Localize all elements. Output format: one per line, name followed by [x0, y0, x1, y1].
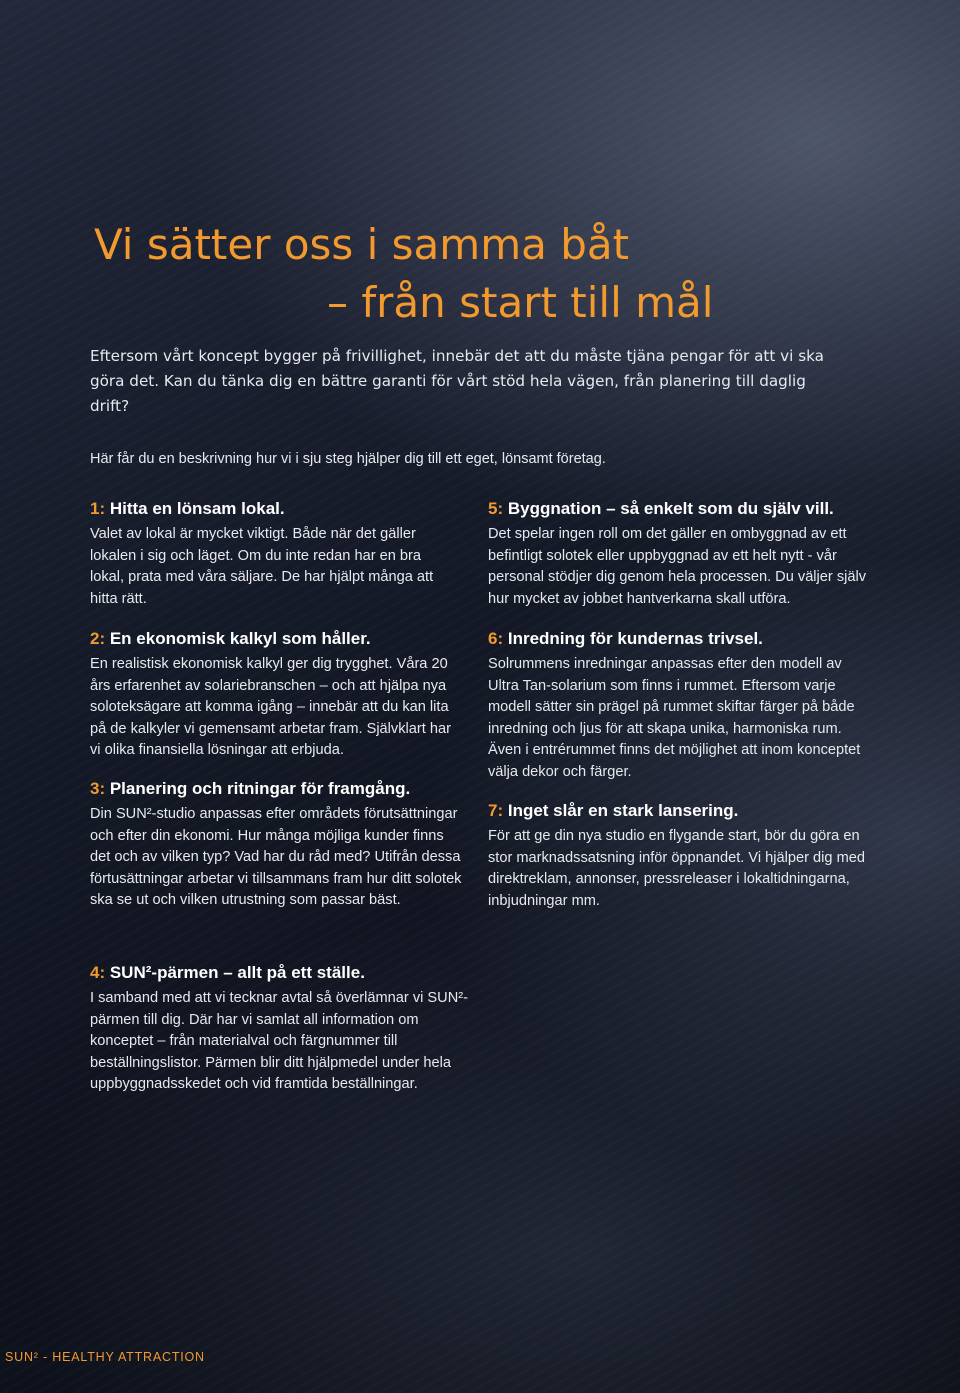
step-6-heading [488, 628, 873, 650]
step-5-text: Det spelar ingen roll om det gäller en ombyggnad av ett befintligt solotek eller uppbyggnad av ett helt nytt - vår personal stödjer dig genom hela processen. Du väljer själv hur mycket av jobbet hantverkarna skall utföra. [488, 526, 867, 607]
step-7-heading [488, 800, 873, 822]
title-line-2: – från start till mål [327, 278, 714, 327]
step-2 [90, 628, 465, 762]
step-6-text: Solrummens inredningar anpassas efter den modell av Ultra Tan-solarium som finns i rummet. Eftersom varje modell sätter sin prägel på rummet skiftar färger på både inredning och ljus för att skapa unika, harmoniska rum. Även i entrérummet finns det möjlighet att inom konceptet välja dekor och färger. [488, 656, 861, 780]
intro-paragraph: Eftersom vårt koncept bygger på frivillighet, innebär det att du måste tjäna pengar för att vi ska göra det. Kan du tänka dig en bättre garanti för vårt stöd hela vägen, från planering till daglig drift? [90, 347, 824, 415]
step-3 [90, 778, 465, 912]
step-7-text: För att ge din nya studio en flygande start, bör du göra en stor marknadssatsning inför öppnandet. Vi hjälper dig med direktreklam, annonser, pressreleaser i lokaltidningarna, inbjudningar mm. [488, 828, 865, 909]
step-6 [488, 628, 873, 784]
step-5-title: Byggnation – så enkelt som du själv vill. [503, 499, 834, 518]
step-1-heading [90, 498, 450, 520]
step-7-title: Inget slår en stark lansering. [503, 801, 739, 820]
step-7-number: 7: [488, 801, 504, 820]
step-1-number: 1: [90, 499, 106, 518]
step-2-number: 2: [90, 629, 106, 648]
step-4-text: I samband med att vi tecknar avtal så överlämnar vi SUN²-pärmen till dig. Där har vi samlat all information om konceptet – från materialval och färgnummer till beställningslistor. Pärmen blir ditt hjälpmedel under hela uppbyggnadsskedet och vid framtida beställningar. [90, 990, 468, 1093]
title-line-1: Vi sätter oss i samma båt [94, 220, 630, 269]
step-2-text: En realistisk ekonomisk kalkyl ger dig trygghet. Våra 20 års erfarenhet av solariebranschen – och att hjälpa nya soloteksägare att komma igång – innebär att du kan lita på de kalkyler vi gemensamt arbetar fram. Självklart har vi olika finansiella lösningar att erbjuda. [90, 656, 451, 759]
step-4-number: 4: [90, 963, 106, 982]
step-1 [90, 498, 450, 610]
step-2-heading [90, 628, 465, 650]
footer-brand: SUN² - HEALTHY ATTRACTION [5, 1350, 205, 1364]
step-2-title: En ekonomisk kalkyl som håller. [105, 629, 371, 648]
intro-summary: Här får du en beskrivning hur vi i sju steg hjälper dig till ett eget, lönsamt företag. [90, 451, 606, 467]
step-1-title: Hitta en lönsam lokal. [105, 499, 285, 518]
step-4-title: SUN²-pärmen – allt på ett ställe. [105, 963, 365, 982]
step-4-heading [90, 962, 470, 984]
step-5 [488, 498, 873, 610]
step-7 [488, 800, 873, 912]
step-4 [90, 962, 470, 1096]
step-3-number: 3: [90, 779, 106, 798]
step-6-number: 6: [488, 629, 504, 648]
step-5-number: 5: [488, 499, 504, 518]
step-3-title: Planering och ritningar för framgång. [105, 779, 411, 798]
step-6-title: Inredning för kundernas trivsel. [503, 629, 763, 648]
step-5-heading [488, 498, 873, 520]
step-3-heading [90, 778, 465, 800]
page-title [94, 216, 713, 332]
step-1-text: Valet av lokal är mycket viktigt. Både när det gäller lokalen i sig och läget. Om du inte redan har en bra lokal, prata med våra säljare. De har hjälpt många att hitta rätt. [90, 526, 434, 607]
step-3-text: Din SUN²-studio anpassas efter områdets förutsättningar och efter din ekonomi. Hur många möjliga kunder finns det och av vilken typ? Vad har du råd med? Utifrån dessa förtusättningar arbetar vi tillsammans fram hur ditt solotek ska se ut och vilken utrustning som passar bäst. [90, 806, 462, 909]
